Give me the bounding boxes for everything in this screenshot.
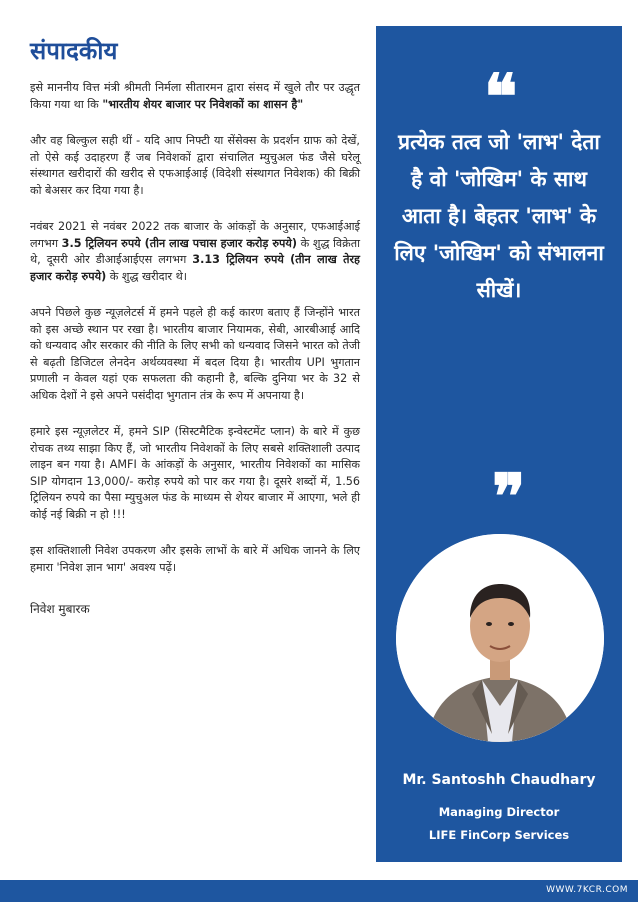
paragraph-3-text-e: के शुद्ध खरीदार थे। xyxy=(106,269,187,283)
editorial-column xyxy=(30,36,360,617)
paragraph-4: अपने पिछले कुछ न्यूज़लेटर्स में हमने पहले ही कई कारण बताए हैं जिन्होंने भारत को इस अच्छे स्थान पर रखा है। भारतीय बाजार नियामक, सेबी, आरबीआई आदि को धन्यवाद और सरकार की नीति के लिए सभी को धन्यवाद जिसने भारत को तेजी से बढ़ती डिजिटल लेनदेन अर्थव्यवस्था में बदल दिया है। भारतीय UPI भुगतान प्रणाली न केवल यहां एक सफलता की कहानी है, बल्कि दुनिया भर के 32 से अधिक देशों ने इसे अपने पसंदीदा भुगतान तंत्र के रूप में अपनाया है। xyxy=(30,306,360,402)
paragraph-3 xyxy=(30,219,360,285)
signoff: निवेश मुबारक xyxy=(30,602,90,616)
paragraph-5: हमारे इस न्यूज़लेटर में, हमने SIP (सिस्टमैटिक इन्वेस्टमेंट प्लान) के बारे में कुछ रोचक तथ्य साझा किए हैं, जो भारतीय निवेशकों के लिए सबसे शक्तिशाली उत्पाद लाइन बन गया है। AMFI के आंकड़ों के अनुसार, भारतीय निवेशकों का मासिक SIP योगदान 13,000/- करोड़ रुपये को पार कर गया है। दूसरे शब्दों में, 1.56 ट्रिलियन रुपये का पैसा म्युचुअल फंड के माध्यम से शेयर बाजार में आएगा, भले ही कोई नई बिक्री न हो !!! xyxy=(30,425,360,521)
paragraph-3-text-a: नवंबर 2021 से नवंबर 2022 तक बाजार के आंकड़ों के अनुसार, एफआईआई लगभग xyxy=(30,220,360,250)
author-company: LIFE FinCorp Services xyxy=(428,828,570,842)
footer-url[interactable]: WWW.7KCR.COM xyxy=(546,885,628,895)
paragraph-1 xyxy=(30,80,360,113)
close-quote-icon: ❞ xyxy=(492,460,526,533)
paragraph-6: इस शक्तिशाली निवेश उपकरण और इसके लाभों के बारे में अधिक जानने के लिए हमारा 'निवेश ज्ञान भाग' अवश्य पढ़ें। xyxy=(30,544,360,574)
pull-quote: प्रत्येक तत्व जो 'लाभ' देता है वो 'जोखिम' के साथ आता है। बेहतर 'लाभ' के लिए 'जोखिम' को संभालना सीखें। xyxy=(394,130,604,302)
author-role: Managing Director xyxy=(438,805,560,819)
paragraph-3-dii-figure: 3.13 ट्रिलियन रुपये (तीन लाख तेरह हजार करोड़ रुपये) xyxy=(30,253,360,283)
paragraph-3-fii-figure: 3.5 ट्रिलियन रुपये (तीन लाख पचास हजार करोड़ रुपये) xyxy=(61,236,297,250)
paragraph-3-text-c: के शुद्ध विक्रेता थे, दूसरी ओर डीआईआईएस लगभग xyxy=(30,236,360,266)
page-title: संपादकीय xyxy=(30,37,118,65)
person-portrait-icon xyxy=(396,534,604,742)
paragraph-1-text: इसे माननीय वित्त मंत्री श्रीमती निर्मला सीतारमन द्वारा संसद में खुले तौर पर उद्धृत किया गया था कि xyxy=(30,81,360,111)
quote-panel xyxy=(376,26,622,862)
open-quote-icon: ❝ xyxy=(484,60,518,133)
footer-bar xyxy=(0,880,638,902)
author-photo xyxy=(396,534,604,742)
paragraph-2: और वह बिल्कुल सही थीं - यदि आप निफ्टी या सेंसेक्स के प्रदर्शन ग्राफ को देखें, तो ऐसे कई उदाहरण हैं जब निवेशकों द्वारा संचालित म्युचुअल फंड जैसे घरेलू संस्थागत खरीदारों की खरीद से एफआईआई (विदेशी संस्थागत निवेशक) की बिक्री को बेअसर कर दिया गया है। xyxy=(30,134,360,197)
paragraph-1-quote: "भारतीय शेयर बाजार पर निवेशकों का शासन है" xyxy=(102,97,304,111)
author-name: Mr. Santoshh Chaudhary xyxy=(402,772,596,788)
